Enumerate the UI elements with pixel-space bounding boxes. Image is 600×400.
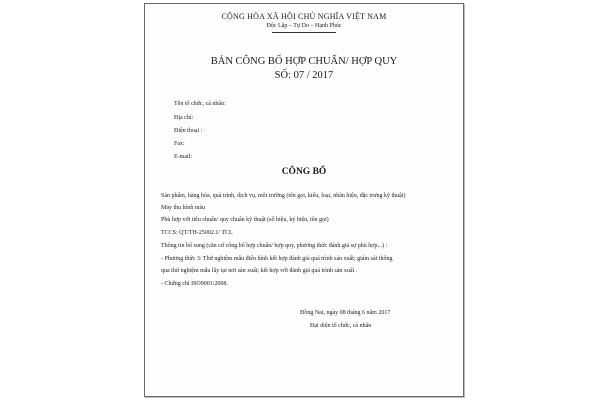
supplement-label: Thông tin bổ sung (căn cứ công bố hợp chuẩn/ hợp quy, phương thức đánh giá sự phù hợp...) : bbox=[161, 243, 388, 249]
document-page bbox=[144, 3, 464, 397]
section-heading: CÔNG BỐ bbox=[281, 167, 327, 177]
nation-header: CỘNG HÒA XÃ HỘI CHỦ NGHĨA VIỆT NAM bbox=[221, 12, 387, 21]
fax-field: Fax: bbox=[174, 141, 185, 147]
address-field: Địa chỉ: bbox=[174, 115, 194, 121]
method-line-2: qua thử nghiệm mẫu lấy tại nơi sản xuất; kết hợp với đánh giá quá trình sản xuất . bbox=[161, 268, 358, 274]
standard-value: TCCS: QT/TH-25002.1/ TCL bbox=[161, 230, 233, 236]
document-number: SỐ: 07 / 2017 bbox=[274, 70, 334, 81]
product-value: Máy thu hình màu bbox=[161, 205, 206, 211]
place-date: Đồng Nai, ngày 08 tháng 6 năm 2017 bbox=[300, 310, 391, 316]
method-line-1: - Phương thức 3: Thử nghiệm mẫu điển hình kết hợp đánh giá quá trình sản xuất; giám sát thông bbox=[161, 256, 393, 262]
product-label: Sản phẩm, hàng hóa, quá trình, dịch vụ, môi trường (tên gọi, kiểu, loại, nhãn hiệu, đặc trưng kỹ thuật) bbox=[161, 193, 406, 199]
phone-field: Điện thoại : bbox=[174, 128, 203, 134]
certificate-line: - Chứng chỉ ISO9001:2008. bbox=[161, 281, 228, 287]
org-name-field: Tên tổ chức, cá nhân: bbox=[174, 101, 226, 107]
document-title: BẢN CÔNG BỐ HỢP CHUẨN/ HỢP QUY bbox=[210, 56, 398, 67]
header-underline bbox=[272, 32, 336, 33]
email-field: E-mail: bbox=[174, 154, 192, 160]
standard-label: Phù hợp với tiêu chuẩn/ quy chuẩn kỹ thuật (số hiệu, ký hiệu, tên gọi) bbox=[161, 217, 329, 223]
motto-header: Độc Lập – Tự Do – Hạnh Phúc bbox=[266, 23, 342, 29]
representative-label: Đại diện tổ chức, cá nhân bbox=[310, 323, 372, 329]
